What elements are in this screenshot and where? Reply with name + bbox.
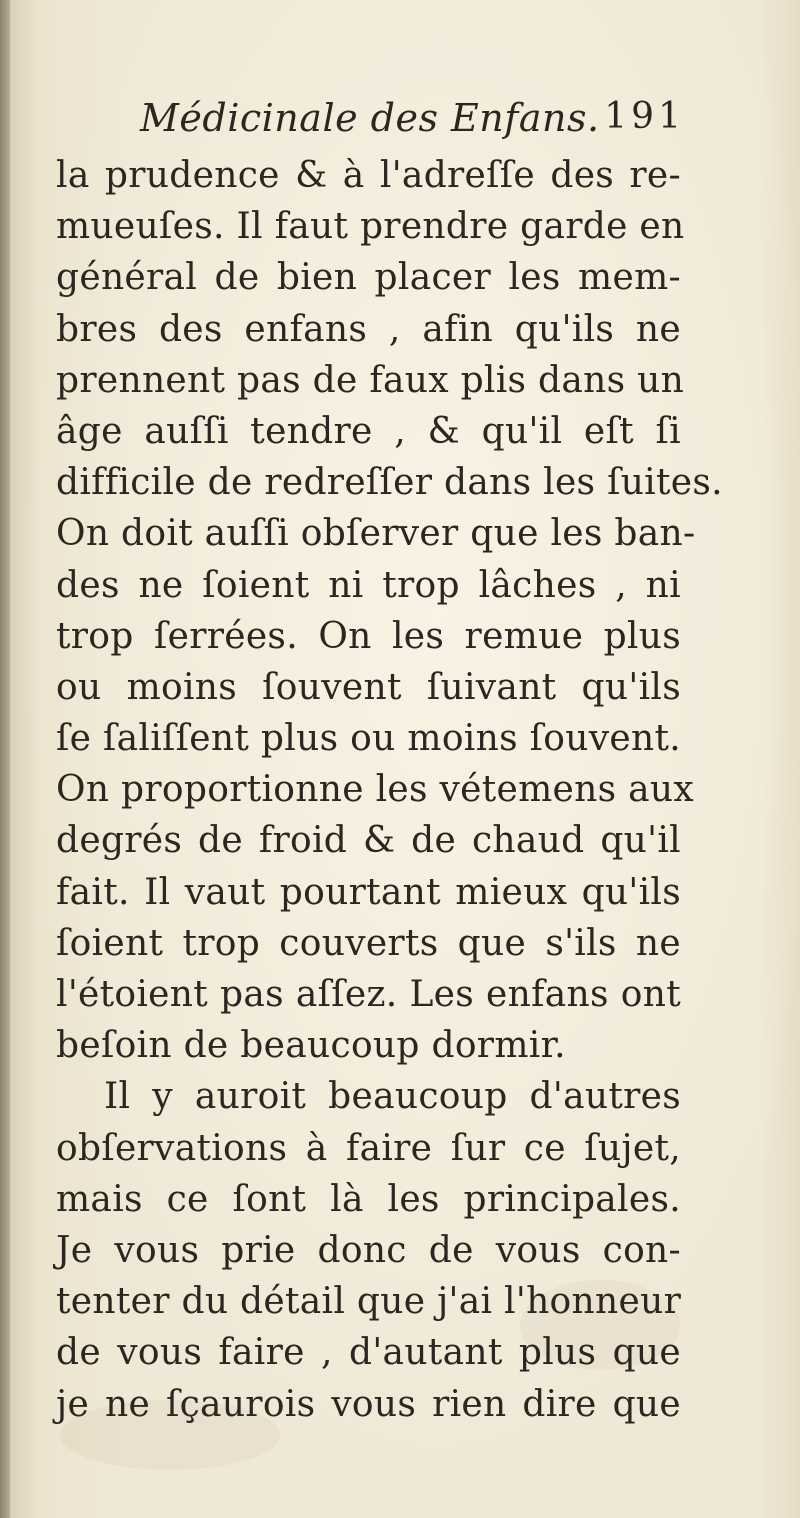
text-line: degrés de froid & de chaud qu'il [56, 820, 681, 862]
text-line: fait. Il vaut pourtant mieux qu'ils [56, 871, 681, 913]
text-line: mais ce ſont là les principales. [56, 1178, 681, 1220]
text-line: On doit auſſi obſerver que les ban- [56, 513, 696, 555]
text-line: beſoin de beaucoup dormir. [56, 1025, 566, 1067]
text-line: prennent pas de faux plis dans un [56, 359, 685, 401]
page-gutter [0, 0, 10, 1518]
text-line: obſervations à faire ſur ce ſujet, [56, 1127, 681, 1169]
text-line: Je vous prie donc de vous con- [56, 1229, 681, 1271]
text-line: l'étoient pas aſſez. Les enfans ont [56, 974, 681, 1015]
text-line: de vous faire , d'autant plus que [56, 1332, 681, 1374]
page-header [140, 96, 685, 146]
text-line: bres des enfans , afin qu'ils ne [56, 308, 681, 350]
body-text [56, 150, 723, 1430]
page-number: 191 [604, 96, 685, 137]
text-line: ſe ſaliſſent plus ou moins ſouvent. [56, 718, 681, 760]
text-line: On proportionne les vétemens aux [56, 769, 695, 811]
text-line: difficile de redreſſer dans les ſuites. [56, 462, 723, 504]
text-line: ſoient trop couverts que s'ils ne [56, 922, 681, 964]
text-line: la prudence & à l'adreſſe des re- [56, 155, 681, 196]
text-line: trop ſerrées. On les remue plus [56, 615, 681, 657]
text-line: je ne ſçaurois vous rien dire que [56, 1383, 681, 1425]
text-line: mueuſes. Il faut prendre garde en [56, 206, 685, 248]
text-line: âge auſſi tendre , & qu'il eſt ſi [56, 410, 681, 452]
text-line: des ne ſoient ni trop lâches , ni [56, 564, 681, 606]
text-line: ou moins ſouvent ſuivant qu'ils [56, 666, 681, 708]
text-line: tenter du détail que j'ai l'honneur [56, 1281, 682, 1323]
text-line: général de bien placer les mem- [56, 257, 681, 299]
running-head: Médicinale des Enfans. [140, 96, 600, 140]
text-line: Il y auroit beaucoup d'autres [104, 1076, 681, 1118]
